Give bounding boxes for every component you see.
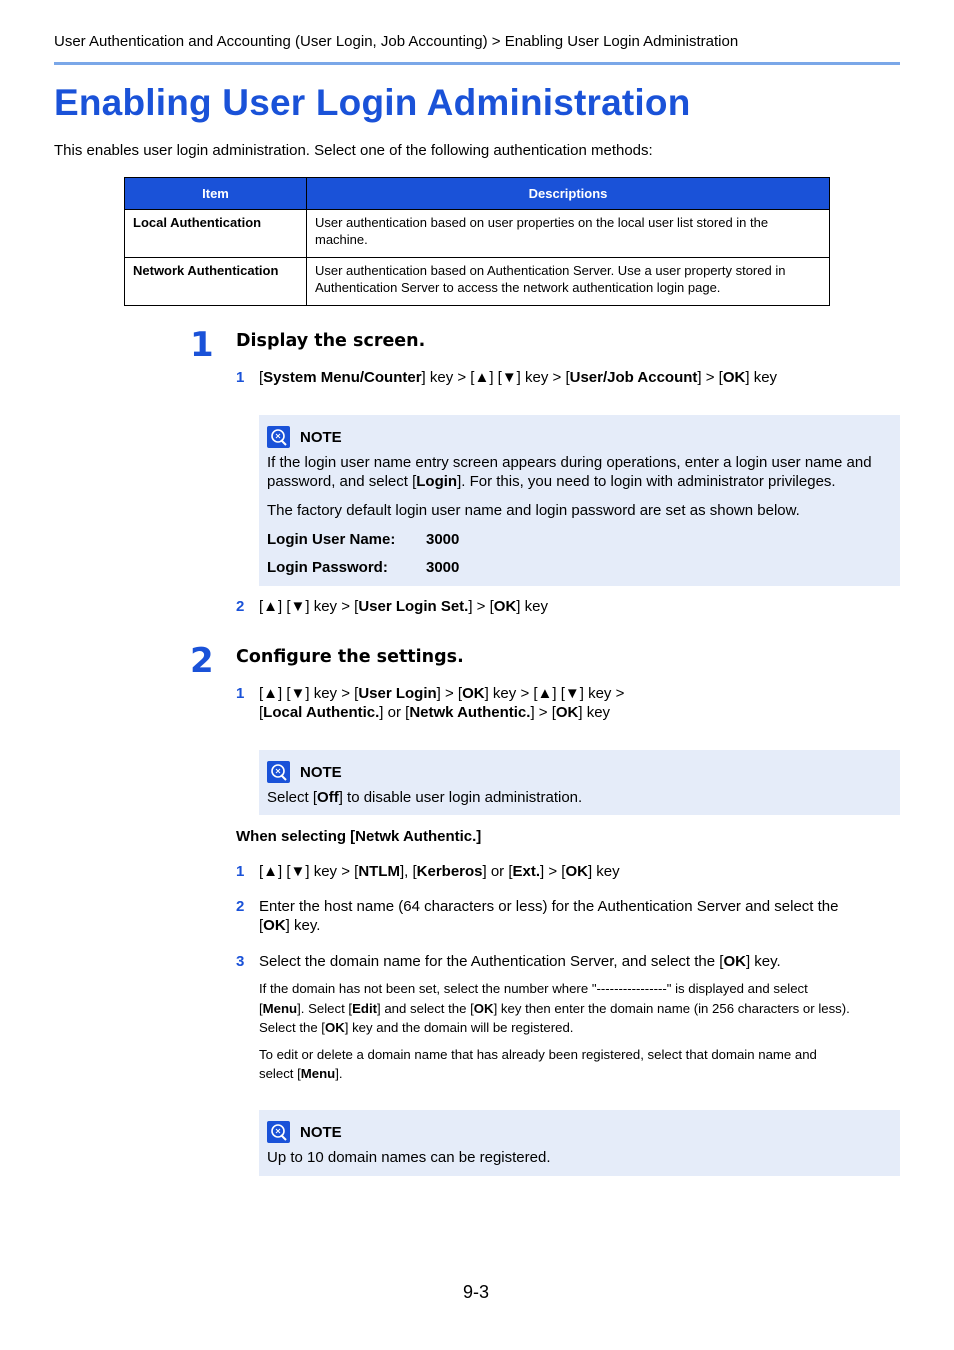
table-cell-item: Local Authentication [125,210,307,258]
note-icon [267,1121,290,1143]
substep-number: 3 [236,953,245,970]
note-label: NOTE [300,763,342,781]
note-label: NOTE [300,428,342,446]
note-header [267,426,342,448]
step-title: Configure the settings. [236,647,464,667]
substep-instruction: [OK] key. [259,917,321,934]
table-row [125,210,830,258]
page-title: Enabling User Login Administration [54,82,691,123]
substep-instruction: [Local Authentic.] or [Netwk Authentic.] > [OK] key [259,704,611,721]
substep-number: 1 [236,863,245,880]
step-number: 2 [190,641,214,681]
table-header-row [125,178,830,210]
note-text: Up to 10 domain names can be registered. [267,1149,551,1166]
authentication-methods-table [124,177,830,306]
note-header [267,761,342,783]
substep-instruction: [▲] [▼] key > [User Login] > [OK] key > [▲] [▼] key > [259,685,625,702]
table-cell-description: User authentication based on user properties on the local user list stored in the machine. [307,210,830,258]
breadcrumb: User Authentication and Accounting (User Login, Job Accounting) > Enabling User Login Administration [54,33,739,50]
substep-instruction: Select the domain name for the Authentication Server, and select the [OK] key. [259,953,781,970]
column-header-descriptions: Descriptions [307,178,830,210]
note-header [267,1121,342,1143]
table-cell-description: User authentication based on Authentication Server. Use a user property stored in Authentication Server to access the network authentication login page. [307,258,830,306]
note-text: The factory default login user name and login password are set as shown below. [267,502,800,519]
substep-instruction: [▲] [▼] key > [NTLM], [Kerberos] or [Ext.] > [OK] key [259,863,620,880]
note-text: Select [Off] to disable user login administration. [267,789,583,806]
note-box [259,415,900,586]
substep-instruction: [System Menu/Counter] key > [▲] [▼] key > [User/Job Account] > [OK] key [259,369,778,386]
substep-number: 2 [236,598,245,615]
intro-text: This enables user login administration. Select one of the following authentication methods: [54,142,653,159]
step-number: 1 [190,325,214,365]
substep-instruction: Enter the host name (64 characters or less) for the Authentication Server and select the [259,898,839,915]
login-password-row: Login Password: 3000 [267,559,460,576]
substep-number: 1 [236,685,245,702]
substep-detail: To edit or delete a domain name that has already been registered, select that domain name and [259,1047,817,1062]
substep-number: 1 [236,369,245,386]
note-icon [267,426,290,448]
substep-instruction: [▲] [▼] key > [User Login Set.] > [OK] key [259,598,548,615]
login-user-name-row: Login User Name: 3000 [267,531,460,548]
column-header-item: Item [125,178,307,210]
header-divider [54,62,900,65]
table-row [125,258,830,306]
substep-detail: Select the [OK] key and the domain will be registered. [259,1020,574,1035]
substep-detail: select [Menu]. [259,1066,343,1081]
note-text: If the login user name entry screen appears during operations, enter a login user name and password, and select [Login]. For this, you need to login with administrator privileges. [267,454,872,490]
section-heading: When selecting [Netwk Authentic.] [236,828,482,845]
substep-detail: If the domain has not been set, select the number where "----------------" is displayed and select [259,981,808,996]
note-icon [267,761,290,783]
substep-detail: [Menu]. Select [Edit] and select the [OK] key then enter the domain name (in 256 characters or less). [259,1001,850,1016]
substep-number: 2 [236,898,245,915]
page-number: 9-3 [463,1282,490,1302]
note-box [259,750,900,815]
note-box [259,1110,900,1176]
table-cell-item: Network Authentication [125,258,307,306]
step-title: Display the screen. [236,331,426,351]
note-label: NOTE [300,1123,342,1141]
